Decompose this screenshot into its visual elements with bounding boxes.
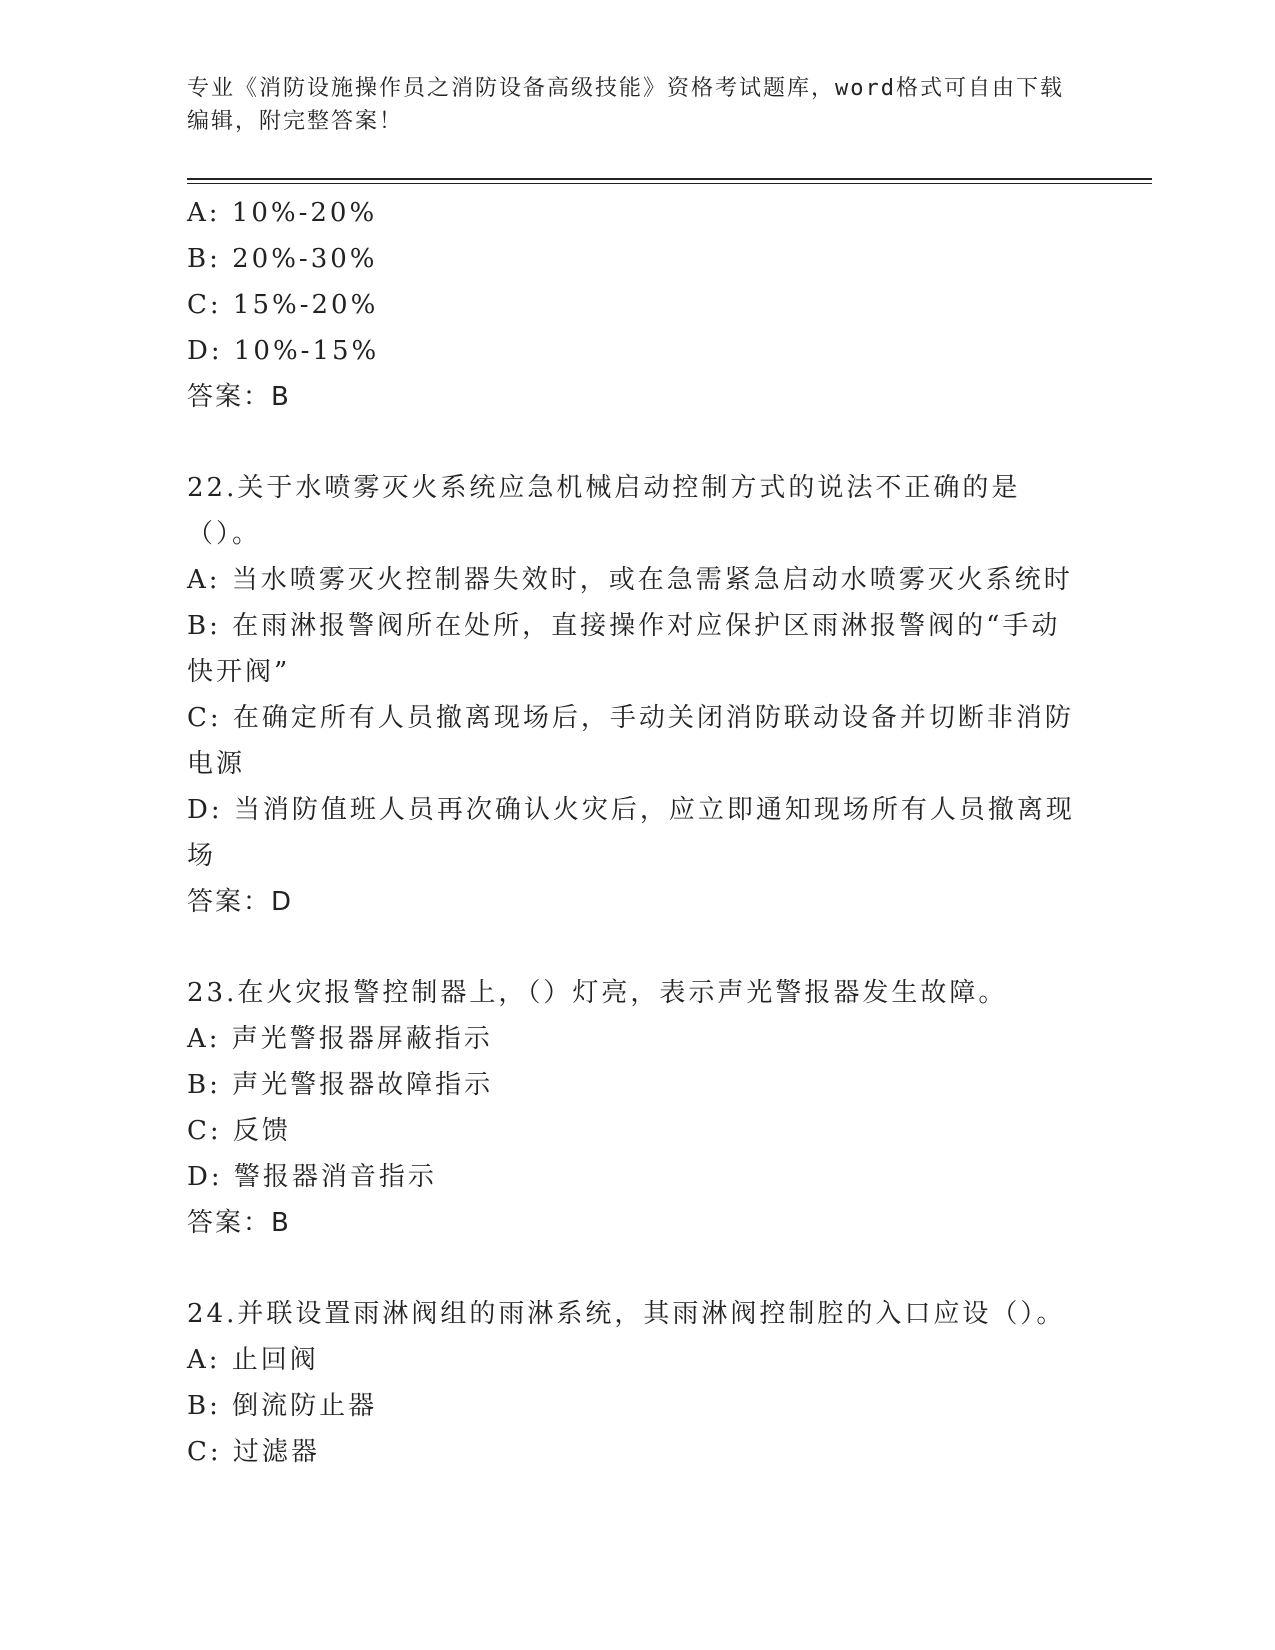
q22-option-b: B: 在雨淋报警阀所在处所，直接操作对应保护区雨淋报警阀的“手动快开阀” bbox=[187, 611, 1061, 687]
q22-option-a: A: 当水喷雾灭火控制器失效时，或在急需紧急启动水喷雾灭火系统时 bbox=[187, 565, 1073, 595]
q23-option-d: D: 警报器消音指示 bbox=[187, 1162, 437, 1192]
q21-option-c: C: 15%-20% bbox=[187, 290, 379, 320]
question-22-block bbox=[187, 465, 1087, 925]
q22-option-d: D: 当消防值班人员再次确认火灾后，应立即通知现场所有人员撤离现场 bbox=[187, 795, 1075, 871]
q22-answer: 答案：D bbox=[187, 887, 294, 917]
q23-question: 23.在火灾报警控制器上，（）灯亮，表示声光警报器发生故障。 bbox=[187, 978, 1008, 1008]
header-divider-thick bbox=[187, 178, 1152, 180]
q23-option-c: C: 反馈 bbox=[187, 1116, 291, 1146]
q21-option-a: A: 10%-20% bbox=[187, 198, 378, 228]
q21-option-b: B: 20%-30% bbox=[187, 244, 378, 274]
spacer bbox=[187, 925, 1087, 970]
header-divider-thin bbox=[187, 183, 1152, 184]
document-header: 专业《消防设施操作员之消防设备高级技能》资格考试题库，word格式可自由下载编辑，附完整答案！ bbox=[187, 76, 1064, 134]
spacer bbox=[187, 1246, 1087, 1291]
q24-option-a: A: 止回阀 bbox=[187, 1345, 319, 1375]
q24-question: 24.并联设置雨淋阀组的雨淋系统，其雨淋阀控制腔的入口应设（）。 bbox=[187, 1299, 1066, 1329]
question-23-block bbox=[187, 970, 1087, 1246]
q24-option-c: C: 过滤器 bbox=[187, 1437, 320, 1467]
q23-option-a: A: 声光警报器屏蔽指示 bbox=[187, 1024, 493, 1054]
q24-option-b: B: 倒流防止器 bbox=[187, 1391, 378, 1421]
question-24-block bbox=[187, 1291, 1087, 1475]
q22-question: 22.关于水喷雾灭火系统应急机械启动控制方式的说法不正确的是（）。 bbox=[187, 473, 1021, 549]
spacer bbox=[187, 420, 1087, 465]
question-21-block bbox=[187, 190, 1087, 420]
q23-option-b: B: 声光警报器故障指示 bbox=[187, 1070, 494, 1100]
q21-option-d: D: 10%-15% bbox=[187, 336, 380, 366]
q21-answer: 答案：B bbox=[187, 382, 291, 412]
q22-option-c: C: 在确定所有人员撤离现场后，手动关闭消防联动设备并切断非消防电源 bbox=[187, 703, 1074, 779]
q23-answer: 答案：B bbox=[187, 1208, 291, 1238]
question-content bbox=[187, 190, 1087, 1475]
